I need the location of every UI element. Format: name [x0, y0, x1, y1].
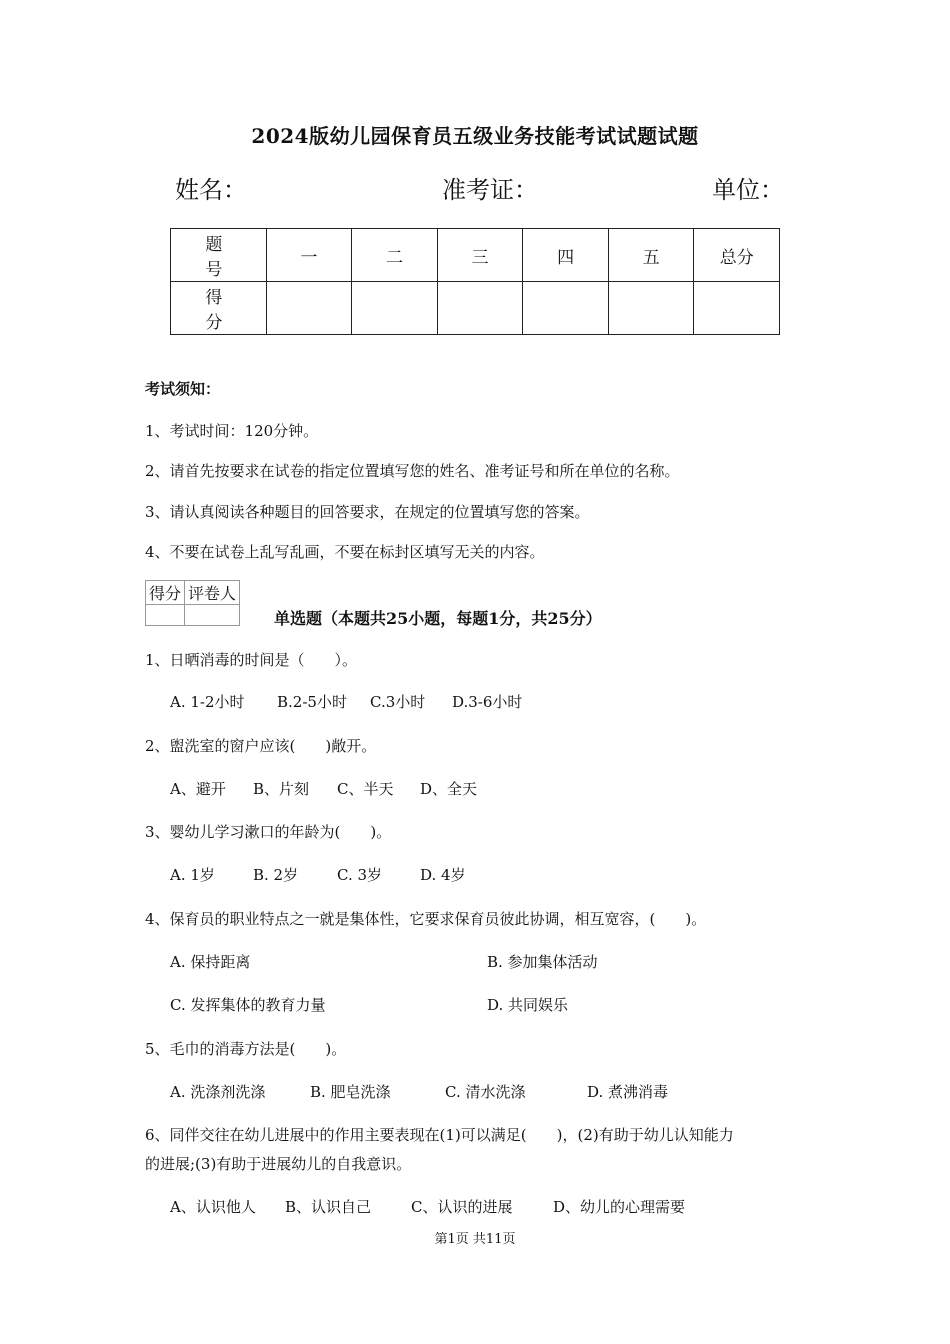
score-cell[interactable]: [266, 282, 352, 335]
option: C、半天: [337, 780, 394, 798]
question-stem: 3、婴幼儿学习漱口的年龄为( )。: [145, 823, 392, 841]
notice-item: 4、不要在试卷上乱写乱画，不要在标封区填写无关的内容。: [145, 543, 545, 561]
notice-item: 2、请首先按要求在试卷的指定位置填写您的姓名、准考证号和所在单位的名称。: [145, 462, 680, 480]
grader-reviewer-label: 评卷人: [185, 581, 240, 605]
score-col-3: 三: [437, 229, 523, 282]
grader-score-cell[interactable]: [146, 605, 185, 626]
question-stem: 4、保育员的职业特点之一就是集体性，它要求保育员彼此协调，相互宽容，( )。: [145, 910, 707, 928]
option: B、认识自己: [285, 1198, 372, 1216]
question-stem-continued: 的进展;(3)有助于进展幼儿的自我意识。: [145, 1155, 412, 1173]
option: C. 发挥集体的教育力量: [170, 996, 326, 1014]
score-table: [170, 228, 780, 335]
option: A. 1岁: [170, 866, 215, 884]
option: D、幼儿的心理需要: [553, 1198, 686, 1216]
score-col-4: 四: [523, 229, 609, 282]
score-cell[interactable]: [352, 282, 438, 335]
score-col-1: 一: [266, 229, 352, 282]
option: A. 1-2小时: [170, 693, 245, 711]
grader-box: [145, 580, 240, 626]
page-title: 2024版幼儿园保育员五级业务技能考试试题试题: [251, 124, 699, 148]
option: A、认识他人: [170, 1198, 256, 1216]
option: B. 肥皂洗涤: [310, 1083, 391, 1101]
name-label: 姓名：: [175, 176, 247, 204]
score-col-2: 二: [352, 229, 438, 282]
option: A. 保持距离: [170, 953, 251, 971]
option: C、认识的进展: [411, 1198, 513, 1216]
option: B. 参加集体活动: [487, 953, 598, 971]
score-table-header-row: [171, 229, 780, 282]
score-col-total: 总分: [694, 229, 780, 282]
option: A. 洗涤剂洗涤: [170, 1083, 266, 1101]
notice-item: 1、考试时间：120分钟。: [145, 422, 319, 440]
grader-score-label: 得分: [146, 581, 185, 605]
option: D.3-6小时: [452, 693, 523, 711]
score-table-score-row: [171, 282, 780, 335]
question-stem: 1、日晒消毒的时间是（ ）。: [145, 651, 358, 669]
notice-title: 考试须知：: [145, 380, 221, 398]
page-footer: 第1页 共11页: [434, 1232, 516, 1247]
notice-item: 3、请认真阅读各种题目的回答要求，在规定的位置填写您的答案。: [145, 503, 590, 521]
option: C. 清水洗涤: [445, 1083, 526, 1101]
score-col-5: 五: [608, 229, 694, 282]
option: D. 共同娱乐: [487, 996, 569, 1014]
grader-reviewer-cell[interactable]: [185, 605, 240, 626]
score-table-header-label: 题 号: [171, 229, 267, 282]
option: D. 煮沸消毒: [587, 1083, 669, 1101]
option: C. 3岁: [337, 866, 383, 884]
exam-id-label: 准考证：: [442, 176, 538, 204]
score-table-row-label: 得 分: [171, 282, 267, 335]
option: B.2-5小时: [277, 693, 347, 711]
question-stem: 6、同伴交往在幼儿进展中的作用主要表现在(1)可以满足( )，(2)有助于幼儿认知能力: [145, 1126, 734, 1144]
option: C.3小时: [370, 693, 426, 711]
option: D. 4岁: [420, 866, 466, 884]
option: A、避开: [170, 780, 226, 798]
score-cell[interactable]: [694, 282, 780, 335]
option: B、片刻: [253, 780, 310, 798]
option: B. 2岁: [253, 866, 299, 884]
score-cell[interactable]: [437, 282, 523, 335]
score-cell[interactable]: [608, 282, 694, 335]
question-stem: 5、毛巾的消毒方法是( )。: [145, 1040, 347, 1058]
option: D、全天: [420, 780, 478, 798]
unit-label: 单位：: [712, 176, 784, 204]
section-title: 单选题（本题共25小题，每题1分，共25分）: [274, 609, 602, 628]
score-cell[interactable]: [523, 282, 609, 335]
question-stem: 2、盥洗室的窗户应该( )敞开。: [145, 737, 377, 755]
